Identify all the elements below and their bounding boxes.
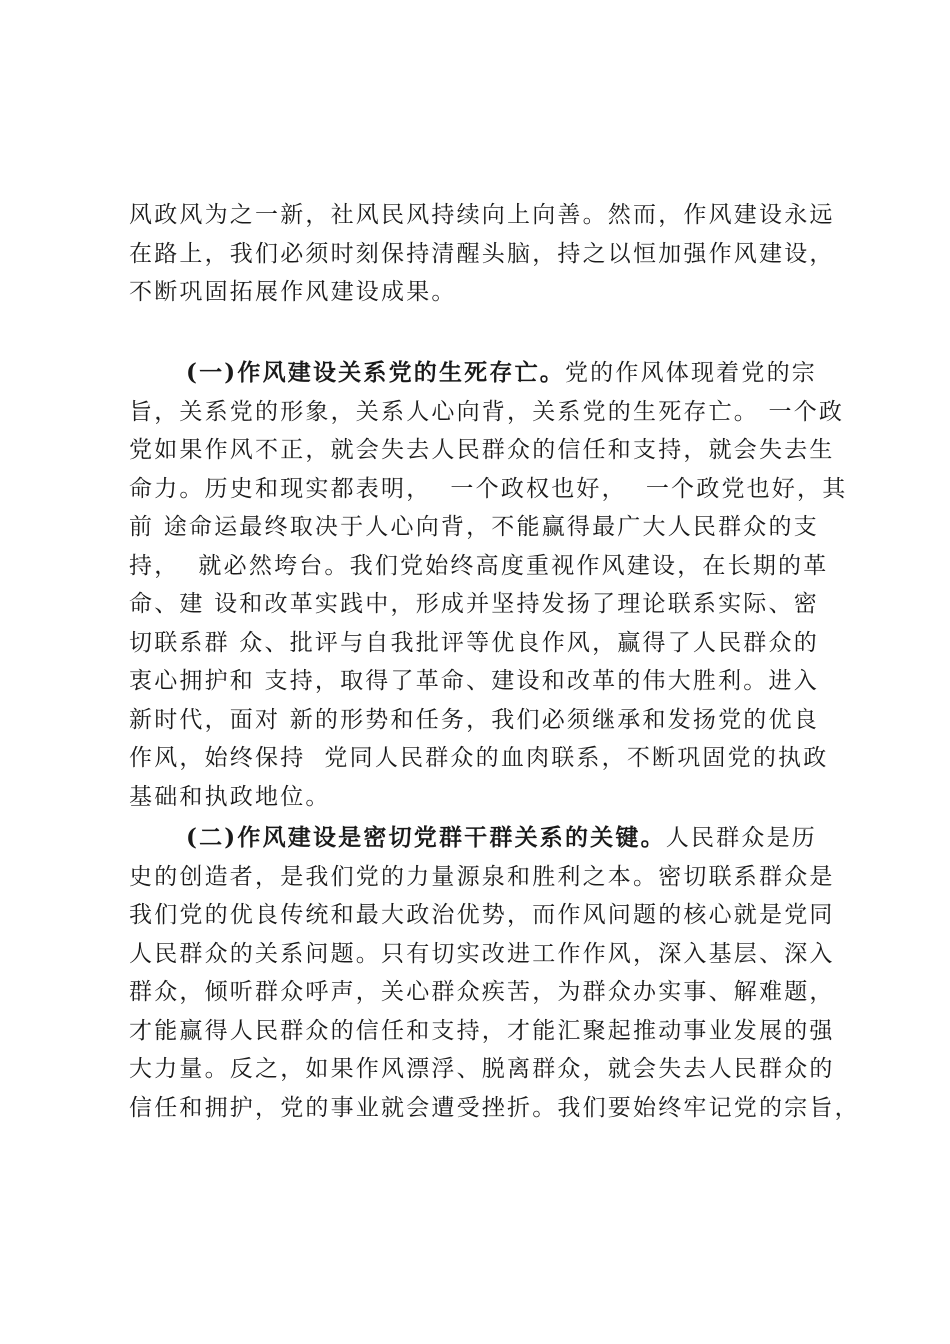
text-line: 人民群众的关系问题。只有切实改进工作作风，深入基层、深入 xyxy=(129,940,835,967)
text-line: 新时代，面对 新的形势和任务，我们必须继承和发扬党的优良 xyxy=(129,706,819,733)
text-line: 在路上，我们必须时刻保持清醒头脑，持之以恒加强作风建设， xyxy=(129,240,835,267)
text-line: 我们党的优良传统和最大政治优势，而作风问题的核心就是党同 xyxy=(129,902,835,928)
text-line: 群众，倾听群众呼声，关心群众疾苦，为群众办实事、解难题， xyxy=(129,979,835,1005)
text-line: 大力量。反之，如果作风漂浮、脱离群众，就会失去人民群众的 xyxy=(129,1056,835,1082)
text-line: 不断巩固拓展作风建设成果。 xyxy=(129,279,457,305)
text-line: 前 途命运最终取决于人心向背，不能赢得最广大人民群众的支 xyxy=(129,514,819,540)
text-line: 基础和执政地位。 xyxy=(129,783,331,810)
section-heading-2: (二)作风建设是密切党群干群关系的关键。 xyxy=(186,824,666,851)
paragraph-continuation xyxy=(129,196,835,312)
text-line: 史的创造者，是我们党的力量源泉和胜利之本。密切联系群众是 xyxy=(129,863,835,890)
text-line: 旨，关系党的形象，关系人心向背，关系党的生死存亡。 一个政 xyxy=(129,398,845,425)
text-run: 党的作风体现着党的宗 xyxy=(564,360,817,386)
text-line: 衷心拥护和 支持，取得了革命、建设和改革的伟大胜利。进入 xyxy=(129,668,819,694)
text-line: 切联系群 众、批评与自我批评等优良作风，赢得了人民群众的 xyxy=(129,629,819,656)
paragraph-first-line xyxy=(129,819,829,858)
text-line: 命、建 设和改革实践中，形成并坚持发扬了理论联系实际、密 xyxy=(129,591,819,617)
text-line: 持， 就必然垮台。我们党始终高度重视作风建设，在长期的革 xyxy=(129,552,829,579)
paragraph-section-1 xyxy=(129,354,848,816)
text-run: 人民群众是历 xyxy=(665,825,817,851)
paragraph-first-line xyxy=(129,354,829,393)
text-line: 信任和拥护，党的事业就会遭受挫折。我们要始终牢记党的宗旨， xyxy=(129,1094,860,1121)
text-line: 命力。历史和现实都表明， 一个政权也好， 一个政党也好，其 xyxy=(129,475,848,502)
text-line: 党如果作风不正，就会失去人民群众的信任和支持，就会失去生 xyxy=(129,437,835,463)
text-line: 才能赢得人民群众的信任和支持，才能汇聚起推动事业发展的强 xyxy=(129,1017,835,1044)
paragraph-section-2 xyxy=(129,819,860,1127)
text-line: 风政风为之一新，社风民风持续向上向善。然而，作风建设永远 xyxy=(129,202,835,228)
section-heading-1: (一)作风建设关系党的生死存亡。 xyxy=(186,359,565,386)
text-line: 作风，始终保持 党同人民群众的血肉联系，不断巩固党的执政 xyxy=(129,745,829,771)
